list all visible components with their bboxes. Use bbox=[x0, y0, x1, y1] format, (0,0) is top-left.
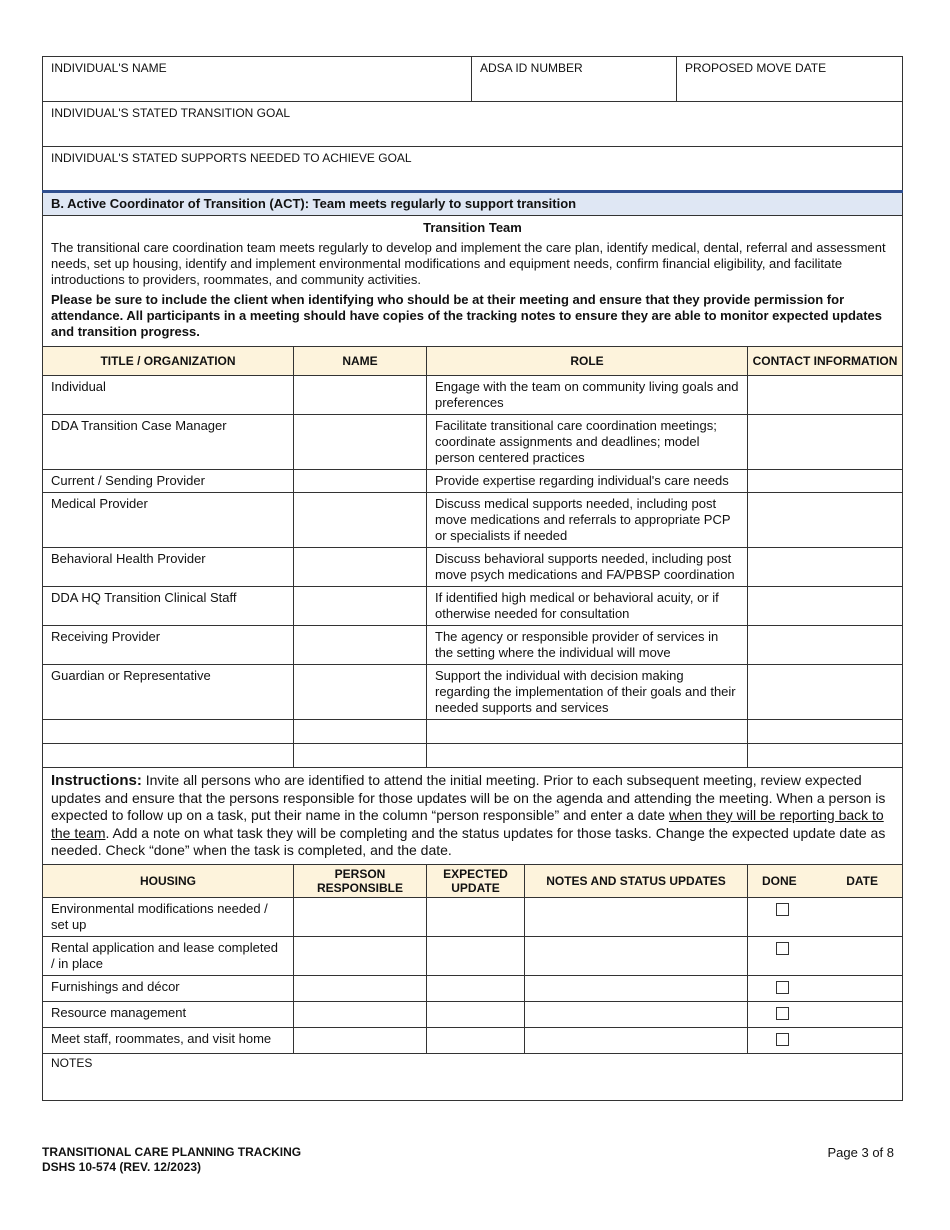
done-checkbox[interactable] bbox=[776, 942, 789, 955]
team-row bbox=[43, 470, 903, 493]
team-title: Individual bbox=[43, 376, 294, 415]
team-title: Medical Provider bbox=[43, 493, 294, 548]
col-person-responsible: PERSON RESPONSIBLE bbox=[294, 864, 427, 897]
team-title: DDA HQ Transition Clinical Staff bbox=[43, 587, 294, 626]
page-number: Page 3 of 8 bbox=[827, 1145, 894, 1160]
col-role: ROLE bbox=[427, 347, 748, 376]
team-row bbox=[43, 587, 903, 626]
col-name: NAME bbox=[294, 347, 427, 376]
team-name-cell[interactable] bbox=[294, 376, 427, 415]
housing-row bbox=[43, 975, 903, 1001]
team-role: The agency or responsible provider of services in the setting where the individual will move bbox=[427, 626, 748, 665]
team-role: Discuss medical supports needed, including post move medications and referrals to appropriate PCP or specialists if needed bbox=[427, 493, 748, 548]
person-responsible-cell[interactable] bbox=[294, 1001, 427, 1027]
col-done: DONE bbox=[762, 873, 797, 888]
adsa-id-field[interactable]: ADSA ID NUMBER bbox=[472, 57, 677, 102]
team-title: Behavioral Health Provider bbox=[43, 548, 294, 587]
team-contact-cell[interactable] bbox=[748, 470, 903, 493]
footer bbox=[42, 1145, 902, 1175]
col-done-date bbox=[748, 864, 903, 897]
notes-status-cell[interactable] bbox=[525, 975, 748, 1001]
done-checkbox[interactable] bbox=[776, 903, 789, 916]
team-name-cell[interactable] bbox=[294, 415, 427, 470]
team-contact-cell[interactable] bbox=[748, 415, 903, 470]
team-name-cell[interactable] bbox=[294, 626, 427, 665]
expected-update-cell[interactable] bbox=[427, 936, 525, 975]
instructions-label: Instructions: bbox=[51, 772, 142, 789]
team-name-cell[interactable] bbox=[294, 470, 427, 493]
team-row bbox=[43, 665, 903, 720]
instructions-underlined: when they will be reporting back to the team bbox=[51, 807, 884, 841]
col-contact: CONTACT INFORMATION bbox=[748, 347, 903, 376]
proposed-move-date-field[interactable]: PROPOSED MOVE DATE bbox=[677, 57, 903, 102]
col-housing: HOUSING bbox=[43, 864, 294, 897]
housing-row bbox=[43, 936, 903, 975]
housing-table bbox=[42, 864, 903, 1101]
team-role: Facilitate transitional care coordination meetings; coordinate assignments and deadlines; model person centered practices bbox=[427, 415, 748, 470]
housing-task: Rental application and lease completed / in place bbox=[43, 936, 294, 975]
team-contact-cell[interactable] bbox=[748, 493, 903, 548]
notes-status-cell[interactable] bbox=[525, 936, 748, 975]
team-title: Current / Sending Provider bbox=[43, 470, 294, 493]
transition-team-title: Transition Team bbox=[423, 220, 522, 235]
team-role: If identified high medical or behavioral acuity, or if otherwise needed for consultation bbox=[427, 587, 748, 626]
team-name-cell[interactable] bbox=[294, 493, 427, 548]
expected-update-cell[interactable] bbox=[427, 897, 525, 936]
team-title: Receiving Provider bbox=[43, 626, 294, 665]
individual-name-field[interactable]: INDIVIDUAL'S NAME bbox=[43, 57, 472, 102]
team-contact-cell[interactable] bbox=[748, 626, 903, 665]
blank-cell[interactable] bbox=[43, 744, 294, 768]
section-b-header: B. Active Coordinator of Transition (ACT): Team meets regularly to support transition bbox=[43, 192, 903, 216]
team-table bbox=[42, 346, 903, 865]
transition-team-intro bbox=[43, 216, 903, 347]
team-role: Provide expertise regarding individual's care needs bbox=[427, 470, 748, 493]
housing-task: Resource management bbox=[43, 1001, 294, 1027]
housing-row bbox=[43, 897, 903, 936]
notes-field[interactable]: NOTES bbox=[43, 1053, 903, 1100]
person-responsible-cell[interactable] bbox=[294, 897, 427, 936]
team-role: Discuss behavioral supports needed, including post move psych medications and FA/PBSP coordination bbox=[427, 548, 748, 587]
team-name-cell[interactable] bbox=[294, 587, 427, 626]
done-checkbox[interactable] bbox=[776, 981, 789, 994]
intro-paragraph: The transitional care coordination team meets regularly to develop and implement the care plan, identify medical, dental, referral and assessment needs, set up housing, identify and implement environmental modifications and equipment needs, confirm financial eligibility, and facilitate introductions to providers, roommates, and community activities. bbox=[51, 240, 886, 287]
blank-cell[interactable] bbox=[748, 720, 903, 744]
done-date-cell[interactable] bbox=[748, 897, 903, 936]
team-contact-cell[interactable] bbox=[748, 587, 903, 626]
col-expected-update: EXPECTED UPDATE bbox=[427, 864, 525, 897]
blank-cell[interactable] bbox=[43, 720, 294, 744]
housing-row bbox=[43, 1001, 903, 1027]
blank-cell[interactable] bbox=[427, 744, 748, 768]
team-name-cell[interactable] bbox=[294, 665, 427, 720]
footer-form-number: DSHS 10-574 (REV. 12/2023) bbox=[42, 1160, 201, 1174]
intro-bold-paragraph: Please be sure to include the client when identifying who should be at their meeting and ensure that they provide permission for attendance. All participants in a meeting should have copies of the tracking notes to ensure they are able to monitor expected updates and transition progress. bbox=[51, 292, 882, 339]
team-contact-cell[interactable] bbox=[748, 376, 903, 415]
form bbox=[42, 56, 902, 1101]
team-name-cell[interactable] bbox=[294, 548, 427, 587]
col-title: TITLE / ORGANIZATION bbox=[43, 347, 294, 376]
expected-update-cell[interactable] bbox=[427, 1027, 525, 1053]
individual-info-table bbox=[42, 56, 903, 347]
col-date: DATE bbox=[846, 873, 878, 888]
housing-task: Environmental modifications needed / set up bbox=[43, 897, 294, 936]
team-row bbox=[43, 376, 903, 415]
transition-goal-field[interactable]: INDIVIDUAL'S STATED TRANSITION GOAL bbox=[43, 102, 903, 147]
team-role: Engage with the team on community living goals and preferences bbox=[427, 376, 748, 415]
blank-cell[interactable] bbox=[427, 720, 748, 744]
housing-task: Meet staff, roommates, and visit home bbox=[43, 1027, 294, 1053]
blank-cell[interactable] bbox=[294, 744, 427, 768]
person-responsible-cell[interactable] bbox=[294, 936, 427, 975]
notes-status-cell[interactable] bbox=[525, 897, 748, 936]
housing-task: Furnishings and décor bbox=[43, 975, 294, 1001]
done-date-cell[interactable] bbox=[748, 1027, 903, 1053]
notes-status-cell[interactable] bbox=[525, 1001, 748, 1027]
done-date-cell[interactable] bbox=[748, 975, 903, 1001]
col-notes-status: NOTES AND STATUS UPDATES bbox=[525, 864, 748, 897]
team-row bbox=[43, 626, 903, 665]
team-row bbox=[43, 548, 903, 587]
done-checkbox[interactable] bbox=[776, 1007, 789, 1020]
person-responsible-cell[interactable] bbox=[294, 1027, 427, 1053]
team-title: DDA Transition Case Manager bbox=[43, 415, 294, 470]
expected-update-cell[interactable] bbox=[427, 1001, 525, 1027]
instructions bbox=[43, 768, 903, 865]
supports-needed-field[interactable]: INDIVIDUAL'S STATED SUPPORTS NEEDED TO ACHIEVE GOAL bbox=[43, 147, 903, 192]
team-contact-cell[interactable] bbox=[748, 548, 903, 587]
team-contact-cell[interactable] bbox=[748, 665, 903, 720]
done-date-cell[interactable] bbox=[748, 1001, 903, 1027]
blank-cell[interactable] bbox=[294, 720, 427, 744]
footer-title: TRANSITIONAL CARE PLANNING TRACKING bbox=[42, 1145, 302, 1159]
done-date-cell[interactable] bbox=[748, 936, 903, 975]
team-role: Support the individual with decision making regarding the implementation of their goals and their needed supports and services bbox=[427, 665, 748, 720]
notes-status-cell[interactable] bbox=[525, 1027, 748, 1053]
housing-row bbox=[43, 1027, 903, 1053]
blank-cell[interactable] bbox=[748, 744, 903, 768]
instructions-text-end: . Add a note on what task they will be completing and the status updates for those tasks. Change the expected update date as needed. Check “done” when the task is completed, and the date. bbox=[51, 824, 886, 858]
team-row bbox=[43, 415, 903, 470]
person-responsible-cell[interactable] bbox=[294, 975, 427, 1001]
team-row bbox=[43, 493, 903, 548]
expected-update-cell[interactable] bbox=[427, 975, 525, 1001]
instructions-text: Invite all persons who are identified to attend the initial meeting. Prior to each subsequent meeting, review expected updates and ensure that the persons responsible for those updates will be on the agenda and attending the meeting. When a person is expected to follow up on a task, put their name in the column “person responsible” and enter a date bbox=[51, 772, 886, 823]
done-checkbox[interactable] bbox=[776, 1033, 789, 1046]
team-title: Guardian or Representative bbox=[43, 665, 294, 720]
